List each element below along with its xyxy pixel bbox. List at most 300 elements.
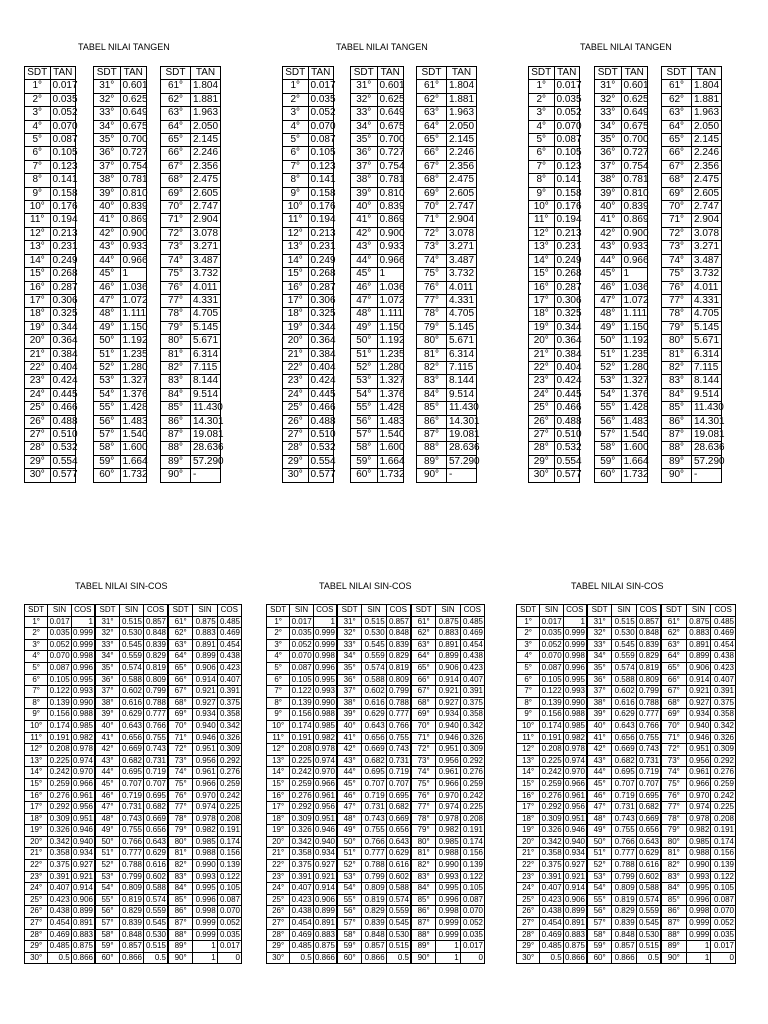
- table-row: [351, 375, 404, 388]
- degree-cell: 90°: [161, 469, 191, 482]
- degree-cell: 89°: [161, 455, 191, 468]
- value-cell: 0.719: [636, 767, 660, 779]
- degree-cell: 79°: [662, 321, 692, 334]
- table-row: [267, 825, 337, 837]
- value-cell: 0.933: [377, 241, 404, 254]
- value-cell: 0.588: [636, 883, 660, 895]
- degree-cell: 55°: [588, 894, 612, 906]
- column-header: COS: [217, 605, 241, 617]
- degree-cell: 46°: [351, 281, 378, 294]
- value-cell: 0.358: [290, 848, 313, 860]
- table-row: [25, 848, 95, 860]
- table-row: [351, 442, 404, 455]
- table-row: [25, 778, 95, 790]
- value-cell: 0.839: [636, 639, 660, 651]
- table-row: [417, 187, 477, 200]
- table-row: [94, 321, 147, 334]
- value-cell: 0.669: [120, 744, 144, 756]
- column-header: COS: [636, 605, 660, 617]
- table-row: [417, 241, 477, 254]
- degree-cell: 21°: [529, 348, 555, 361]
- table-row: [662, 227, 722, 240]
- table-row: [267, 860, 337, 872]
- degree-cell: 86°: [169, 906, 193, 918]
- table-row: [283, 442, 334, 455]
- table-row: [588, 871, 661, 883]
- table-row: [517, 894, 587, 906]
- table-row: [662, 836, 736, 848]
- table-row: [25, 120, 76, 133]
- value-cell: 11.430: [447, 402, 477, 415]
- value-cell: 1.376: [621, 388, 648, 401]
- degree-cell: 55°: [94, 402, 121, 415]
- value-cell: 0.225: [290, 755, 313, 767]
- table-row: [267, 686, 337, 698]
- table-row: [588, 720, 661, 732]
- degree-cell: 62°: [417, 93, 447, 106]
- degree-cell: 10°: [517, 720, 540, 732]
- degree-cell: 80°: [412, 836, 436, 848]
- column-header: SDT: [417, 67, 447, 80]
- degree-cell: 56°: [588, 906, 612, 918]
- value-cell: 7.115: [692, 361, 722, 374]
- value-cell: 0.810: [120, 187, 147, 200]
- table-row: [662, 616, 736, 628]
- table-row: [169, 744, 242, 756]
- value-cell: 0.629: [636, 848, 660, 860]
- degree-cell: 74°: [662, 254, 692, 267]
- degree-cell: 33°: [351, 107, 378, 120]
- table-row: [417, 93, 477, 106]
- degree-cell: 72°: [417, 227, 447, 240]
- value-cell: 0.743: [636, 744, 660, 756]
- value-cell: 0.899: [313, 906, 336, 918]
- value-cell: 9.514: [447, 388, 477, 401]
- degree-cell: 1°: [267, 616, 290, 628]
- table-row: [161, 160, 221, 173]
- value-cell: 0.829: [612, 906, 636, 918]
- table-row: [412, 894, 485, 906]
- value-cell: 5.145: [692, 321, 722, 334]
- value-cell: 0.532: [554, 442, 580, 455]
- value-cell: 0.625: [377, 93, 404, 106]
- table-row: [283, 227, 334, 240]
- table-row: [588, 836, 661, 848]
- value-cell: 0.990: [563, 697, 586, 709]
- degree-cell: 72°: [662, 744, 687, 756]
- table-row: [588, 825, 661, 837]
- value-cell: 0.242: [290, 767, 313, 779]
- table-row: [529, 442, 580, 455]
- value-cell: 1.111: [120, 308, 147, 321]
- value-cell: 0.755: [636, 732, 660, 744]
- value-cell: 0.287: [308, 281, 334, 294]
- table-row: [94, 428, 147, 441]
- degree-cell: 62°: [662, 628, 687, 640]
- degree-cell: 83°: [412, 871, 436, 883]
- degree-cell: 31°: [595, 80, 622, 93]
- degree-cell: 18°: [517, 813, 540, 825]
- value-cell: 0.208: [460, 813, 484, 825]
- value-cell: 9.514: [692, 388, 722, 401]
- value-cell: 19.081: [692, 428, 722, 441]
- column-header: SIN: [48, 605, 71, 617]
- degree-cell: 15°: [267, 778, 290, 790]
- value-cell: 0.454: [711, 639, 736, 651]
- value-cell: 0.445: [50, 388, 76, 401]
- table-row: [338, 871, 411, 883]
- degree-cell: 82°: [161, 361, 191, 374]
- table-row: [417, 214, 477, 227]
- degree-cell: 74°: [417, 254, 447, 267]
- value-cell: 0.087: [48, 662, 71, 674]
- value-cell: 0.766: [120, 836, 144, 848]
- degree-cell: 72°: [161, 227, 191, 240]
- value-cell: 0.995: [193, 883, 217, 895]
- value-cell: 0.358: [460, 709, 484, 721]
- value-cell: 1.804: [447, 80, 477, 93]
- column-header: SDT: [96, 605, 120, 617]
- table-row: [25, 187, 76, 200]
- table-row: [267, 941, 337, 953]
- degree-cell: 67°: [662, 686, 687, 698]
- header-row: [25, 605, 95, 617]
- degree-cell: 64°: [161, 120, 191, 133]
- table-row: [662, 294, 722, 307]
- degree-cell: 76°: [662, 790, 687, 802]
- degree-cell: 48°: [588, 813, 612, 825]
- table-row: [417, 428, 477, 441]
- value-cell: 1: [193, 941, 217, 953]
- table-row: [283, 361, 334, 374]
- degree-cell: 25°: [267, 894, 290, 906]
- value-cell: 0.656: [386, 825, 410, 837]
- value-cell: 0.309: [48, 813, 71, 825]
- table-row: [96, 686, 168, 698]
- table-row: [412, 744, 485, 756]
- value-cell: 0.857: [362, 941, 386, 953]
- degree-cell: 51°: [338, 848, 362, 860]
- value-cell: 0.391: [48, 871, 71, 883]
- value-cell: 0.788: [612, 860, 636, 872]
- degree-cell: 84°: [662, 883, 687, 895]
- degree-cell: 77°: [662, 802, 687, 814]
- table-row: [169, 918, 242, 930]
- value-cell: 0.122: [290, 686, 313, 698]
- table-row: [351, 469, 404, 482]
- degree-cell: 39°: [94, 187, 121, 200]
- degree-cell: 12°: [283, 227, 309, 240]
- value-cell: 0.191: [217, 825, 241, 837]
- value-cell: 0.174: [460, 836, 484, 848]
- table-row: [595, 335, 648, 348]
- value-cell: 0.530: [612, 628, 636, 640]
- degree-cell: 7°: [267, 686, 290, 698]
- sincos-table-a: [516, 604, 587, 964]
- table-row: [588, 662, 661, 674]
- table-row: [161, 375, 221, 388]
- column-header: SDT: [283, 67, 309, 80]
- value-cell: 2.145: [191, 134, 221, 147]
- value-cell: 19.081: [447, 428, 477, 441]
- table-row: [161, 201, 221, 214]
- value-cell: 0.469: [48, 929, 71, 941]
- column-header: COS: [563, 605, 586, 617]
- table-row: [161, 120, 221, 133]
- value-cell: 0.921: [686, 686, 711, 698]
- table-row: [517, 651, 587, 663]
- value-cell: 0.577: [308, 469, 334, 482]
- table-row: [161, 254, 221, 267]
- column-header: SDT: [94, 67, 121, 80]
- value-cell: 0.105: [290, 674, 313, 686]
- value-cell: 0.276: [711, 767, 736, 779]
- degree-cell: 69°: [412, 709, 436, 721]
- degree-cell: 55°: [595, 402, 622, 415]
- degree-cell: 72°: [412, 744, 436, 756]
- value-cell: 3.078: [447, 227, 477, 240]
- table-row: [588, 860, 661, 872]
- value-cell: 0.743: [362, 813, 386, 825]
- value-cell: 0.052: [308, 107, 334, 120]
- degree-cell: 24°: [25, 388, 51, 401]
- value-cell: 0.743: [612, 813, 636, 825]
- table-row: [267, 836, 337, 848]
- value-cell: 0.934: [71, 848, 94, 860]
- value-cell: 0.754: [120, 160, 147, 173]
- table-row: [662, 455, 722, 468]
- degree-cell: 30°: [267, 952, 290, 964]
- table-row: [169, 697, 242, 709]
- degree-cell: 22°: [25, 361, 51, 374]
- value-cell: 0.242: [460, 790, 484, 802]
- degree-cell: 50°: [595, 335, 622, 348]
- degree-cell: 43°: [595, 241, 622, 254]
- degree-cell: 60°: [338, 952, 362, 964]
- value-cell: 0.276: [217, 767, 241, 779]
- table-row: [412, 941, 485, 953]
- value-cell: 0.921: [193, 686, 217, 698]
- value-cell: 0.682: [636, 802, 660, 814]
- value-cell: 0.052: [711, 918, 736, 930]
- value-cell: 0.966: [563, 778, 586, 790]
- degree-cell: 64°: [662, 651, 687, 663]
- degree-cell: 30°: [517, 952, 540, 964]
- value-cell: 0.454: [48, 918, 71, 930]
- value-cell: 0.974: [686, 802, 711, 814]
- table-row: [351, 227, 404, 240]
- degree-cell: 41°: [595, 214, 622, 227]
- value-cell: 0.990: [436, 860, 460, 872]
- value-cell: 0.914: [436, 674, 460, 686]
- degree-cell: 58°: [338, 929, 362, 941]
- table-row: [169, 720, 242, 732]
- value-cell: 0.978: [193, 813, 217, 825]
- value-cell: 0.087: [308, 134, 334, 147]
- degree-cell: 28°: [283, 442, 309, 455]
- table-row: [161, 227, 221, 240]
- table-row: [283, 201, 334, 214]
- table-row: [283, 93, 334, 106]
- degree-cell: 38°: [351, 174, 378, 187]
- value-cell: 0.777: [362, 848, 386, 860]
- value-cell: 0.191: [48, 732, 71, 744]
- degree-cell: 81°: [662, 848, 687, 860]
- table-row: [267, 616, 337, 628]
- table-row: [588, 651, 661, 663]
- value-cell: 0.035: [48, 628, 71, 640]
- table-row: [283, 281, 334, 294]
- value-cell: 0.249: [554, 254, 580, 267]
- degree-cell: 28°: [267, 929, 290, 941]
- value-cell: 0.158: [554, 187, 580, 200]
- value-cell: 0.869: [621, 214, 648, 227]
- table-row: [662, 254, 722, 267]
- degree-cell: 24°: [25, 883, 48, 895]
- degree-cell: 48°: [94, 308, 121, 321]
- table-row: [338, 929, 411, 941]
- table-row: [267, 639, 337, 651]
- degree-cell: 81°: [662, 348, 692, 361]
- table-row: [529, 469, 580, 482]
- table-row: [417, 402, 477, 415]
- table-row: [283, 469, 334, 482]
- degree-cell: 34°: [595, 120, 622, 133]
- degree-cell: 34°: [96, 651, 120, 663]
- sincos-table-b: [337, 604, 411, 964]
- value-cell: 0.695: [636, 790, 660, 802]
- value-cell: 1.280: [120, 361, 147, 374]
- value-cell: 0.810: [621, 187, 648, 200]
- degree-cell: 42°: [96, 744, 120, 756]
- column-header: SIN: [686, 605, 711, 617]
- degree-cell: 55°: [338, 894, 362, 906]
- value-cell: 0.122: [540, 686, 563, 698]
- degree-cell: 69°: [662, 187, 692, 200]
- table-row: [283, 241, 334, 254]
- value-cell: 0.515: [386, 941, 410, 953]
- degree-cell: 85°: [161, 402, 191, 415]
- value-cell: 0.259: [460, 778, 484, 790]
- degree-cell: 37°: [96, 686, 120, 698]
- value-cell: 0.899: [71, 906, 94, 918]
- table-row: [351, 335, 404, 348]
- table-row: [417, 201, 477, 214]
- value-cell: 0.174: [48, 720, 71, 732]
- header-row: [412, 605, 485, 617]
- degree-cell: 17°: [25, 294, 51, 307]
- value-cell: 0.454: [217, 639, 241, 651]
- table-row: [588, 929, 661, 941]
- table-row: [351, 93, 404, 106]
- table-row: [412, 848, 485, 860]
- degree-cell: 5°: [529, 134, 555, 147]
- degree-cell: 66°: [662, 674, 687, 686]
- value-cell: 0.940: [71, 836, 94, 848]
- value-cell: 0.242: [540, 767, 563, 779]
- table-row: [338, 918, 411, 930]
- degree-cell: 60°: [94, 469, 121, 482]
- value-cell: 0.956: [686, 755, 711, 767]
- degree-cell: 52°: [588, 860, 612, 872]
- value-cell: 0.829: [120, 906, 144, 918]
- table-row: [338, 860, 411, 872]
- value-cell: 0.990: [686, 860, 711, 872]
- degree-cell: 72°: [662, 227, 692, 240]
- table-row: [161, 442, 221, 455]
- table-row: [25, 744, 95, 756]
- value-cell: 1.036: [377, 281, 404, 294]
- degree-cell: 39°: [338, 709, 362, 721]
- degree-cell: 65°: [662, 134, 692, 147]
- value-cell: 0.839: [144, 639, 168, 651]
- degree-cell: 53°: [338, 871, 362, 883]
- value-cell: 0.530: [144, 929, 168, 941]
- value-cell: 0.231: [554, 241, 580, 254]
- table-row: [169, 662, 242, 674]
- value-cell: 0.070: [460, 906, 484, 918]
- table-row: [338, 662, 411, 674]
- table-row: [588, 952, 661, 964]
- table-row: [662, 871, 736, 883]
- degree-cell: 39°: [595, 187, 622, 200]
- table-row: [529, 455, 580, 468]
- table-row: [94, 268, 147, 281]
- value-cell: 0.921: [563, 871, 586, 883]
- table-row: [161, 335, 221, 348]
- column-header: SDT: [595, 67, 622, 80]
- degree-cell: 19°: [517, 825, 540, 837]
- degree-cell: 10°: [25, 201, 51, 214]
- table-row: [662, 201, 722, 214]
- table-row: [96, 755, 168, 767]
- table-row: [161, 388, 221, 401]
- table-row: [662, 720, 736, 732]
- degree-cell: 23°: [517, 871, 540, 883]
- value-cell: 0.554: [50, 455, 76, 468]
- degree-cell: 50°: [96, 836, 120, 848]
- table-row: [529, 107, 580, 120]
- value-cell: 0.554: [308, 455, 334, 468]
- degree-cell: 6°: [25, 674, 48, 686]
- value-cell: 1: [686, 952, 711, 964]
- value-cell: 0.934: [436, 709, 460, 721]
- table-row: [96, 848, 168, 860]
- value-cell: 0.423: [540, 894, 563, 906]
- value-cell: 0.122: [217, 871, 241, 883]
- table-row: [351, 281, 404, 294]
- table-row: [25, 107, 76, 120]
- value-cell: 0.695: [144, 790, 168, 802]
- value-cell: 0.839: [120, 918, 144, 930]
- table-row: [267, 662, 337, 674]
- value-cell: 0.934: [686, 709, 711, 721]
- value-cell: 0.995: [313, 674, 336, 686]
- degree-cell: 47°: [595, 294, 622, 307]
- degree-cell: 19°: [25, 825, 48, 837]
- degree-cell: 64°: [169, 651, 193, 663]
- table-row: [662, 214, 722, 227]
- table-row: [662, 686, 736, 698]
- table-row: [412, 651, 485, 663]
- table-row: [595, 201, 648, 214]
- value-cell: 0.695: [612, 767, 636, 779]
- degree-cell: 87°: [417, 428, 447, 441]
- degree-cell: 38°: [338, 697, 362, 709]
- value-cell: 0.819: [120, 894, 144, 906]
- degree-cell: 23°: [529, 375, 555, 388]
- table-row: [96, 720, 168, 732]
